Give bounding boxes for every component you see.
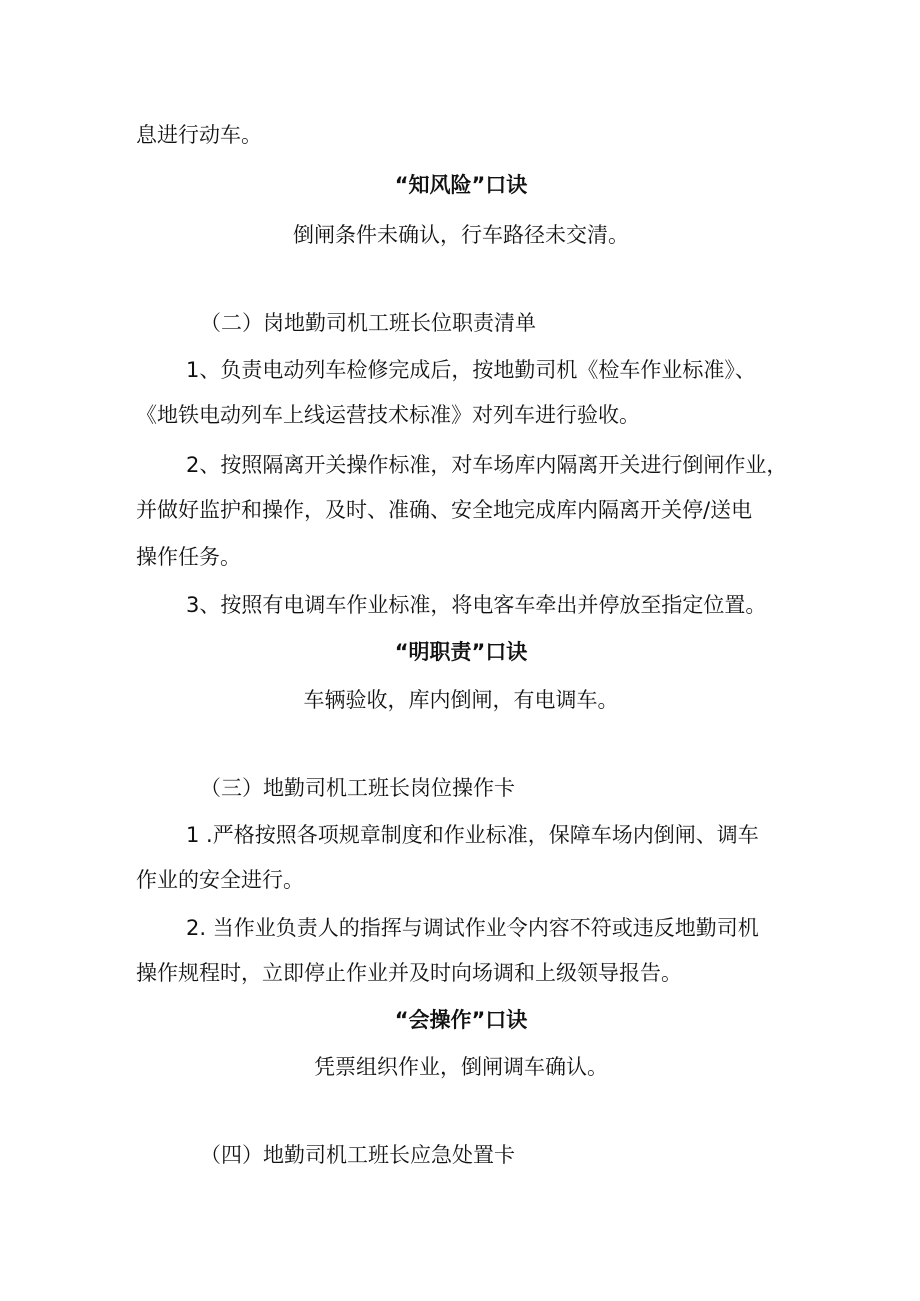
- section-heading-2: （二）岗地勤司机工班长位职责清单: [200, 311, 536, 335]
- operation-item-2-line-1: 2. 当作业负责人的指挥与调试作业令内容不符或违反地勤司机: [186, 916, 759, 940]
- slogan-text-know-risk: 倒闸条件未确认，行车路径未交清。: [293, 223, 629, 247]
- slogan-title-operate: “会操作”口诀: [394, 1008, 528, 1032]
- paragraph-continuation: 息进行动车。: [136, 123, 262, 147]
- section-heading-4: （四）地勤司机工班长应急处置卡: [200, 1143, 515, 1167]
- duty-item-2-line-2: 并做好监护和操作，及时、准确、安全地完成库内隔离开关停/送电: [136, 498, 753, 522]
- slogan-text-operate: 凭票组织作业，倒闸调车确认。: [314, 1055, 608, 1079]
- duty-item-1-line-2: 《地铁电动列车上线运营技术标准》对列车进行验收。: [136, 403, 640, 427]
- duty-item-2-line-3: 操作任务。: [136, 545, 241, 569]
- slogan-title-clear-duty: “明职责”口诀: [394, 640, 528, 664]
- section-heading-3: （三）地勤司机工班长岗位操作卡: [200, 776, 515, 800]
- duty-item-2-line-1: 2、按照隔离开关操作标准，对车场库内隔离开关进行倒闸作业，: [186, 453, 788, 477]
- duty-item-1-line-1: 1、负责电动列车检修完成后，按地勤司机《检车作业标准》、: [186, 358, 756, 382]
- slogan-text-clear-duty: 车辆验收，库内倒闸，有电调车。: [303, 688, 619, 712]
- operation-item-1-line-2: 作业的安全进行。: [136, 868, 304, 892]
- duty-item-3: 3、按照有电调车作业标准，将电客车牵出并停放至指定位置。: [186, 593, 767, 617]
- operation-item-1-line-1: 1 .严格按照各项规章制度和作业标准，保障车场内倒闸、调车: [186, 823, 759, 847]
- operation-item-2-line-2: 操作规程时，立即停止作业并及时向场调和上级领导报告。: [136, 961, 682, 985]
- slogan-title-know-risk: “知风险”口诀: [394, 173, 528, 197]
